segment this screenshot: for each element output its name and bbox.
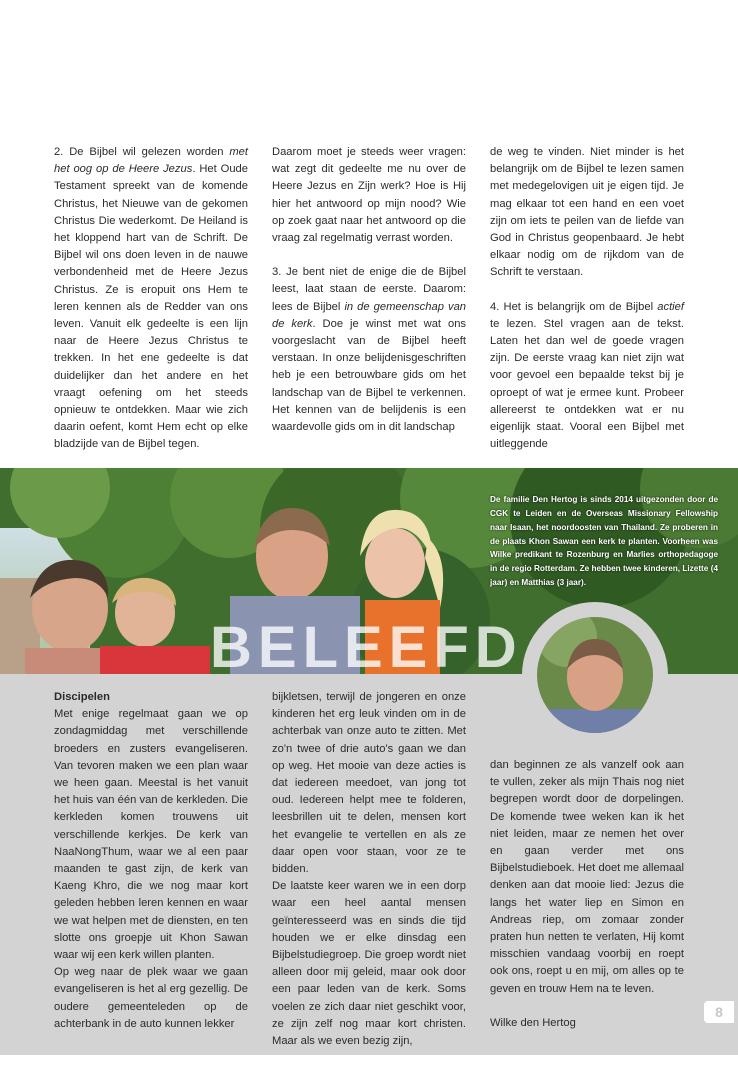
- author-portrait-illustration: [537, 617, 653, 733]
- photo-caption: De familie Den Hertog is sinds 2014 uitgezonden door de CGK te Leiden en de Overseas Missionary Fellowship naar Isaan, het noordoosten van Thailand. Ze proberen in de plaats Khon Sawan een kerk te planten. Voorheen was Wilke predikant te Rozenburg en Marlies orthopedagoge in de regio Rotterdam. Ze hebben twee kinderen, Lizette (4 jaar) en Matthias (3 jaar).: [490, 495, 718, 587]
- report-paragraph: Met enige regelmaat gaan we op zondagmiddag met verschillende broeders en zusters evangeliseren. Van tevoren maken we een plan waar we heen gaan. Meestal is het vanuit het huis van één van de kerkleden. Die kerkleden komen trouwens uit verschillende kerkjes. De kerk van NaaNongThum, waar we al een paar maanden te gast zijn, de kerk van Kaeng Khro, die we nog maar kort geleden hebben leren kennen en waar we wat helpen met de diensten, en ten slotte ons groepje uit Khon Sawan waar wij een kerk willen planten.: [54, 708, 248, 962]
- report-column-2: [272, 689, 466, 1050]
- article-paragraph: 4. Het is belangrijk om de Bijbel actief te lezen. Stel vragen aan de tekst. Laten het dan wel de goede vragen zijn. De eerste vraag kan niet zijn wat voor gevoel een bepaalde tekst bij je oproept of wat je ermee kunt. Probeer allereerst te ontdekken wat er nu eigenlijk staat. Vooral een Bijbel met uitleggende: [490, 300, 684, 451]
- report-column-3: [490, 757, 684, 1032]
- article-column-2: [272, 144, 466, 436]
- article-paragraph: Daarom moet je steeds weer vragen: wat zegt dit gedeelte me nu over de Heere Jezus en Zijn werk? Hoe is Hij hier het antwoord op mijn nood? Wie op zoek gaat naar het antwoord op die vraag zal regelmatig verrast worden.: [272, 146, 466, 245]
- author-portrait: [537, 617, 653, 733]
- article-column-3: [490, 144, 684, 488]
- article-paragraph: 2. De Bijbel wil gelezen worden met het oog op de Heere Jezus. Het Oude Testament spreekt van de komende Christus, het Nieuwe van de gekomen Christus Die wederkomt. De Heiland is het kloppend hart van de Schrift. De Bijbel wil ons doen leven in de nauwe verbondenheid met de Heere Jezus Christus. Ze is eropuit ons Hem te leren kennen als de Redder van ons leven. Vanuit elk gedeelte is een lijn naar de Heere Jezus Christus te trekken. In het ene gedeelte is dat duidelijker dan het andere en het vraagt oefening om het steeds opnieuw te ontdekken. Maar wie zich daarin oefent, komt Hem echt op elke bladzijde van de Bijbel tegen.: [54, 146, 248, 451]
- report-paragraph: bijkletsen, terwijl de jongeren en onze kinderen het erg leuk vinden om in de achterbak van onze auto te zitten. Met zo'n twee of drie auto's gaan we dan op weg. Het mooie van deze acties is dat iedereen meedoet, van jong tot oud. Iedereen helpt mee te folderen, leesbrillen uit te delen, mensen kort het evangelie te vertellen en als ze daar open voor staan, voor ze te bidden.: [272, 691, 466, 876]
- report-column-1: [54, 689, 248, 1033]
- section-banner: BELEEFD: [210, 615, 523, 680]
- article-paragraph: 3. Je bent niet de enige die de Bijbel leest, laat staan de eerste. Daarom: lees de Bijbel in de gemeenschap van de kerk. Doe je winst met wat ons voorgeslacht van de Bijbel heeft verstaan. In onze belijdenisgeschriften heb je een betrouwbare gids om het landschap van de Bijbel te verkennen. Het kennen van de belijdenis is een waardevolle gids om in dit landschap: [272, 266, 467, 434]
- author-signature: Wilke den Hertog: [490, 1016, 576, 1029]
- page-number: 8: [704, 1001, 734, 1023]
- article-paragraph: de weg te vinden. Niet minder is het belangrijk om de Bijbel te lezen samen met medegelovigen uit je eigen tijd. Je mag elkaar tot een hand en een voet zijn om iets te peilen van de liefde van God in Christus geopenbaard. Je hebt elkaar nodig om de rijkdom van de Schrift te verstaan.: [490, 146, 684, 279]
- report-paragraph: dan beginnen ze als vanzelf ook aan te vullen, zeker als mijn Thais nog niet begrepen wordt door de dorpelingen. De komende twee weken kan ik het niet leiden, maar ze nemen het over en gaan verder met ons Bijbelstudieboek. Het doet me allemaal denken aan dat mooie lied: Jezus die langs het water liep en Simon en Andreas riep, om zomaar zonder praten hun netten te verlaten, Hij komt misschien vandaag voorbij en roept ook ons, roept u en mij, om alles op te geven en trouw Hem na te leven.: [490, 759, 684, 995]
- section-heading: Discipelen: [54, 691, 110, 703]
- report-paragraph: De laatste keer waren we in een dorp waar een heel aantal mensen geïnteresseerd was en sinds die tijd houden we er elke dinsdag een Bijbelstudiegroep. Die groep wordt niet alleen door mij geleid, maar ook door een paar leden van de kerk. Soms voelen ze zich daar niet geschikt voor, ze zijn zelf nog maar kort christen. Maar als we even bezig zijn,: [272, 880, 466, 1048]
- report-paragraph: Op weg naar de plek waar we gaan evangeliseren is het al erg gezellig. De oudere gemeenteleden op de achterbank in de auto kunnen lekker: [54, 966, 248, 1030]
- article-column-1: [54, 144, 248, 454]
